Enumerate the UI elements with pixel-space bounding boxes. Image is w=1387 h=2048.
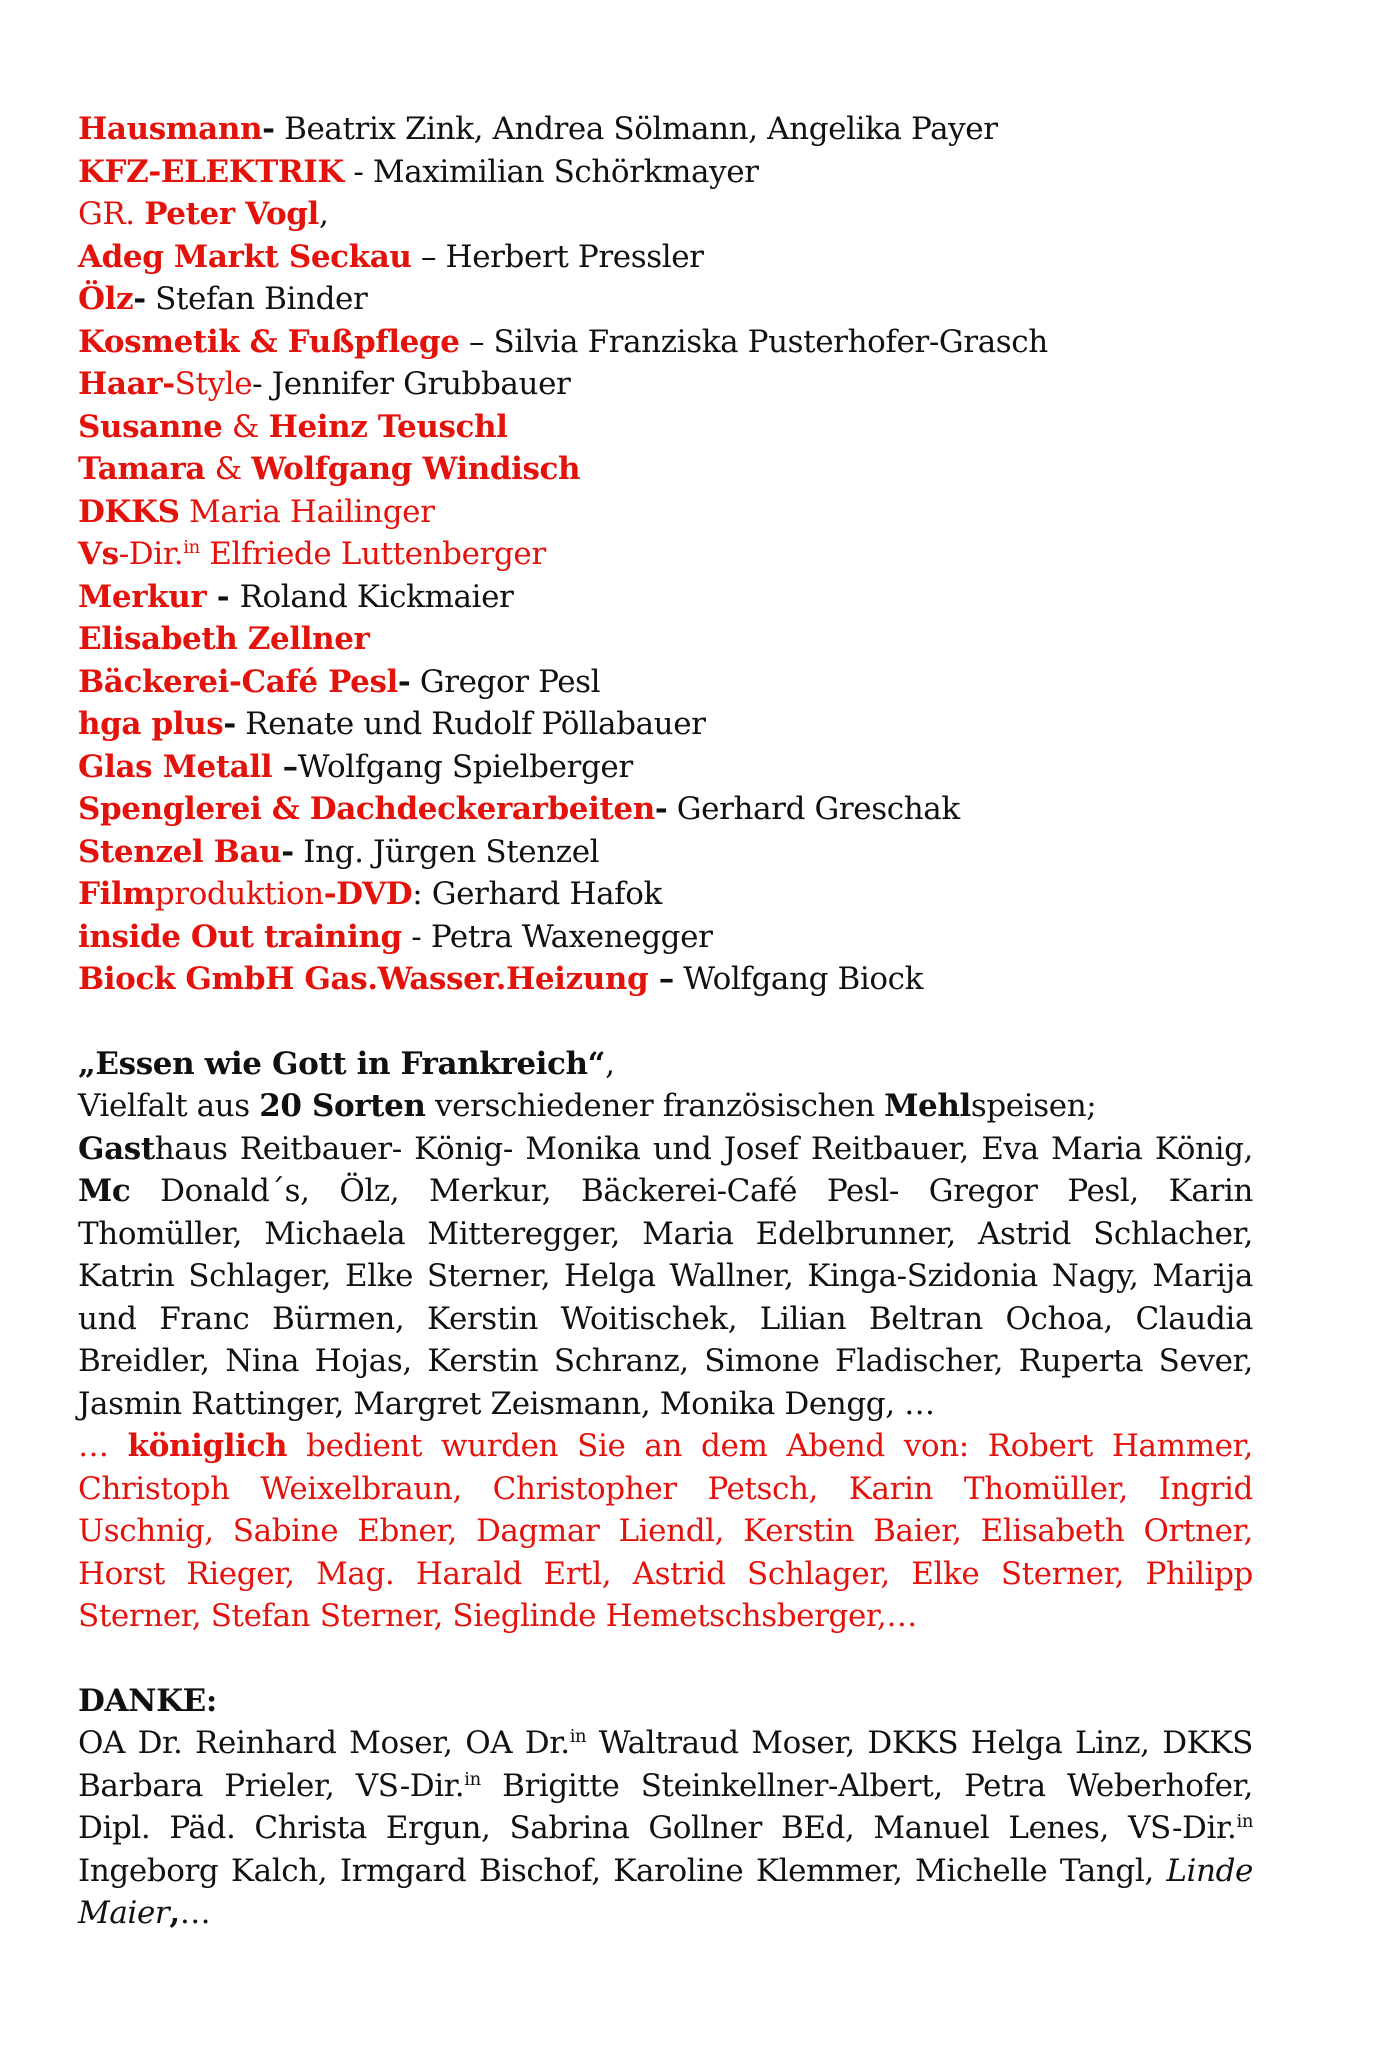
dessert-title-suffix: , [605,1045,615,1082]
sponsor-text: Vs [78,536,119,572]
sponsor-text: Wolfgang Spielberger [297,748,633,785]
sponsor-text: – [648,961,674,997]
sponsor-line [78,576,1253,619]
thanks-paragraph [78,1722,1253,1935]
sponsor-line [78,788,1253,831]
service-bold: königlich [127,1428,288,1464]
sponsor-text: hga plus [78,706,224,742]
sponsor-text: Gerhard Greschak [667,791,960,827]
sponsor-text: & [205,451,252,487]
sponsor-text: Heinz Teuschl [268,408,508,445]
sponsor-line [78,321,1253,364]
sponsor-text: – Herbert Pressler [411,238,704,275]
sponsor-text: Beatrix Zink, Andrea Sölmann, Angelika Payer [274,111,998,147]
thanks-text-1: OA Dr. Reinhard Moser, OA Dr. [78,1725,570,1761]
sponsor-text: GR. [78,196,145,232]
thanks-section [78,1680,1253,1935]
thanks-sup-2: in [464,1768,481,1790]
sponsor-text: Biock GmbH Gas.Wasser.Heizung [78,961,649,997]
sponsor-text: - [654,791,668,827]
sponsor-text: Tamara [78,451,206,487]
thanks-text-4: Ingeborg Kalch, Irmgard Bischof, Karoline Klemmer, Michelle Tangl, [78,1852,1167,1889]
thanks-heading: DANKE: [78,1682,217,1719]
sponsor-line [78,746,1253,789]
variety-end: speisen; [970,1088,1097,1124]
sponsor-text: Bäckerei-Café Pesl [78,663,398,700]
sponsor-line [78,958,1253,1001]
sponsor-text: Film [78,876,155,912]
sponsor-text: Hausmann [78,111,263,147]
sponsor-text: - Jennifer Grubbauer [252,366,571,402]
sponsor-line [78,406,1253,449]
dessert-title-text: „Essen wie Gott in Frankreich“ [78,1045,606,1082]
sponsor-text: DKKS [78,493,180,530]
sponsor-text: -DVD [323,876,413,912]
sponsor-line [78,831,1253,874]
sponsor-text: Kosmetik & Fußpflege [78,323,460,360]
sponsor-text: , [318,196,329,232]
service-paragraph [78,1425,1253,1638]
service-text: bedient wurden Sie an dem Abend von: Robert Hammer, Christoph Weixelbraun, Christopher Petsch, Karin Thomüller, Ingrid Uschnig, Sabine Ebner, Dagmar Liendl, Kerstin Baier, Elisabeth Ortner, Horst Rieger, Mag. Harald Ertl, Astrid Schlager, Elke Sterner, Philipp Sterner, Stefan Sterner, Sieglinde Hemetschsberger,… [78,1428,1253,1634]
sponsor-text: Haar- [78,366,175,402]
thanks-sup-3: in [1236,1810,1253,1832]
sponsor-text: Elfriede Luttenberger [199,536,546,572]
sponsor-text: Ing. Jürgen Stenzel [293,833,600,870]
variety-count: 20 Sorten [259,1088,426,1124]
sponsor-text: Adeg Markt Seckau [78,238,412,275]
variety-prefix: Vielfalt aus [78,1088,260,1124]
dessert-title [78,1043,1253,1086]
sponsor-text: produktion [154,876,324,912]
sponsor-text: & [222,408,269,445]
sponsor-text: Spenglerei & Dachdeckerarbeiten [78,791,655,827]
sponsor-text: in [183,536,200,558]
contrib-bold-mc: Mc [78,1173,131,1209]
sponsor-text: Roland Kickmaier [239,578,514,615]
variety-line [78,1085,1253,1128]
sponsor-line [78,278,1253,321]
variety-bold: Mehl [884,1088,971,1124]
sponsor-text: - [133,281,146,317]
sponsor-text: Wolfgang Biock [673,961,923,997]
sponsor-text: KFZ-ELEKTRIK [78,153,344,190]
sponsor-text: - Petra Waxenegger [401,918,713,955]
contrib-text-2: Donald´s, Ölz, Merkur, Bäckerei-Café Pesl- Gregor Pesl, Karin Thomüller, Michaela Mitteregger, Maria Edelbrunner, Astrid Schlacher, Katrin Schlager, Elke Sterner, Helga Wallner, Kinga-Szidonia Nagy, Marija und Franc Bürmen, Kerstin Woitischek, Lilian Beltran Ochoa, Claudia Breidler, Nina Hojas, Kerstin Schranz, Simone Fladischer, Ruperta Sever, Jasmin Rattinger, Margret Zeismann, Monika Dengg, … [78,1173,1253,1422]
sponsor-line [78,491,1253,534]
sponsor-line [78,236,1253,279]
sponsor-text: Stenzel Bau [78,833,282,870]
document-page [78,108,1253,1935]
sponsor-text: inside Out training [78,918,402,955]
thanks-italic-name: Linde Maier [78,1852,1253,1931]
sponsor-line [78,108,1253,151]
sponsor-text: Merkur [78,578,207,615]
variety-middle: verschiedener französischen [425,1088,885,1124]
sponsor-text: Peter Vogl [144,196,319,232]
contrib-bold-gast: Gast [78,1130,155,1167]
sponsor-text: - [262,111,275,147]
sponsor-text: - Maximilian Schörkmayer [343,153,759,190]
sponsor-text: - [206,578,240,615]
sponsor-text: Stefan Binder [145,281,368,317]
sponsor-line [78,873,1253,916]
sponsor-text: -Dir. [118,536,184,572]
sponsor-line [78,363,1253,406]
thanks-end-ellipsis: … [179,1895,211,1931]
sponsor-line [78,533,1253,576]
sponsor-line [78,193,1253,236]
sponsor-text: - [223,706,236,742]
service-lead: … [78,1428,128,1464]
contrib-text-1: haus Reitbauer- König- Monika und Josef Reitbauer, Eva Maria König, [154,1130,1253,1167]
dessert-section [78,1043,1253,1638]
sponsor-line [78,916,1253,959]
sponsor-line [78,703,1253,746]
sponsor-line [78,618,1253,661]
sponsor-text: Susanne [78,408,223,445]
sponsor-line [78,661,1253,704]
thanks-text-3: Brigitte Steinkellner-Albert, Petra Weberhofer, Dipl. Päd. Christa Ergun, Sabrina Gollner BEd, Manuel Lenes, VS-Dir. [78,1767,1253,1846]
sponsor-text: Maria Hailinger [179,493,435,530]
sponsor-text: Style [174,366,253,402]
sponsor-text: Elisabeth Zellner [78,621,370,657]
sponsor-text: Ölz [78,281,134,317]
sponsor-list [78,108,1253,1001]
sponsor-text: – Silvia Franziska Pusterhofer-Grasch [459,323,1048,360]
sponsor-line [78,151,1253,194]
sponsor-text: Wolfgang Windisch [251,451,581,487]
sponsor-text: - [397,663,411,700]
thanks-sup-1: in [569,1725,587,1747]
sponsor-text: Glas Metall [78,748,273,785]
sponsor-text: - [281,833,294,870]
thanks-end-comma: , [169,1895,180,1931]
sponsor-text: Gregor Pesl [410,663,601,700]
contributors-paragraph [78,1128,1253,1426]
sponsor-text: Renate und Rudolf Pöllabauer [235,706,706,742]
sponsor-line [78,448,1253,491]
sponsor-text: : Gerhard Hafok [412,876,662,912]
sponsor-text: – [272,748,298,785]
thanks-text-2: Waltraud Moser, DKKS Helga Linz, DKKS Barbara Prieler, VS-Dir. [78,1725,1254,1804]
